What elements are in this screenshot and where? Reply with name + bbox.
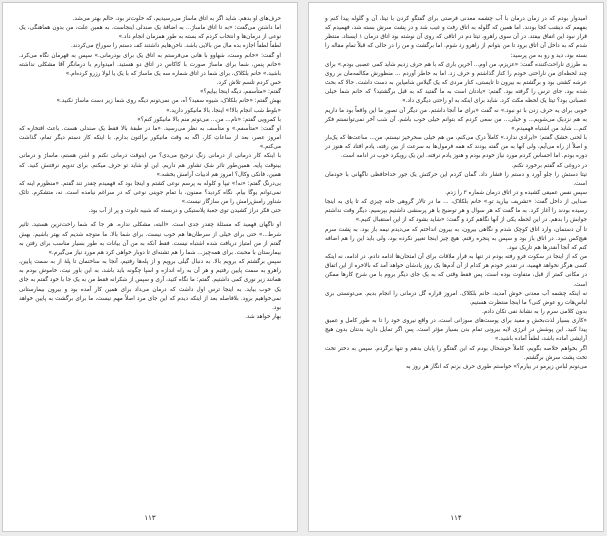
- paragraph: بدون کلامی سرم را به نشانهٔ نفی تکان دادم.: [481, 309, 587, 315]
- right-page: [308, 2, 604, 532]
- paragraph: لطفاً لطفاً اجازه بده مال من بالایی باشد. ناخن‌هایم داشتند کف دستم را سوراخ می‌کردند.: [71, 43, 281, 50]
- paragraph: می‌تونم لباس زیرمو در بیارم؟» خواستم طوری حرف بزنم که انگار هر روز به: [406, 363, 587, 370]
- paragraph: حرف‌های او بدهم. شاید اگر به اتاق ماساژ می‌رسیدیم، که خلوت‌تر بود، حالم بهتر می‌شد.: [72, 16, 281, 22]
- left-page-text: [19, 15, 281, 322]
- page-number: ۱۱۴: [450, 514, 462, 522]
- paragraph: در دروغی که گفتم برخورد نکنم.: [511, 162, 587, 169]
- paragraph: سپس نفس عمیقی کشیده و در اتاق درمان شماره ۳ را زدم.: [445, 189, 587, 196]
- paragraph: خوبی برای یه حرف زدن با تو نبود.» نه گفت «برای ما آنجا داشتم. من دیگر آن تصور ما این واقعاً بود ما داریم به هم نزدیک می‌شویم... و خیلی... من سعی کردم که بتوانم خیلی خوب باشم. آن شب آخر نمی‌توانستم فکر کنم... شاید من اشتباه فهمیدم.»: [325, 107, 587, 132]
- paragraph: حس کردم تلسم تلاش کرد.: [216, 80, 281, 87]
- paragraph: امیدوار بودم که در زمان درمان با آب چشمه معدنی فرصتی برای گفتگو کردن با تیتا، آن و گلوله پیدا کنم و بفهمم که دیشب کجا بودند. اما همین که گلوله به اتاق رفت و غیب شد و در پشت سرش بسته شد، فهمیدم که قرار نبود این اتفاق بیفتد. در آن سوی راهرو، تیتا دم در اتاقی که روی آن نوشته بود اتاق درمان ۱ ایستاد. منتظر شدم که به داخل آن اتاق برود تا من بتوانم از راهرو رد شوم. اما برگشت و من را در حالی که قبلاً تمام مقاله را بسته بود، دید و رو به من پرسید:: [325, 16, 587, 59]
- page-number: ۱۱۳: [144, 514, 156, 522]
- paragraph: حتی فکر دراز کشیدن توی جعبهٔ پلاستیکی و دربسته که شبیه تابوت و پر از آب بود.: [88, 208, 281, 215]
- paragraph: گفتم: «متأسفم، دیگه اینجا بیایم؟»: [200, 89, 281, 96]
- paragraph: بی‌درنگ گفتم: «نه!» تیپا و کلوله به پرسم نوعی کشتم و اینجا بود که فهمیدم چقدر تند گفتم. «منظورم اینه که نمی‌توانم یوگا بیام. نگاه کردید؟ ممنون، با تمام جوینی نوعی که در سراغم نیامده است. نه، متشکرم. تائک شناور رامش‌رامش را من سازگار نیست.»: [19, 180, 281, 206]
- paragraph: او گفت: «خانم وست، شهاوو با هانی می‌فرستم به اتاق یک برای بودرمانی.» سپس به قهرمان نگاه می‌کرد. «خانم پنس، شما برای ماساژ صورت با کاکاس در اتاق دو هستید. امیدوارم با درمانگر آقا مشکلی نداشته باشید.» خانم بلکلاک، برای شما در اتاق شماره سه یک ماساژ که با یک یا لولا رزرو کرده‌ام.»: [19, 52, 281, 77]
- right-page-text: [325, 15, 587, 372]
- paragraph: صدایی از داخل گفت: «تشریف بیارید تو.» خانم بلکلاک، ... ما در تالار گروهی خانه چیزی که تا پای به اینجا رسیده بودند را آغاز کرد. به ما گفت که هر سوال و هر توضیح یا هر پرسشی داشتیم بپرسیم. دیگر وقت نداشتم جوابش را بدهم. در این لحظه یکی از آنها نگاهم کرد و گفت: «شاید بشود که از این استقبال کنیم.»: [325, 199, 587, 224]
- paragraph: من که از اینجا در سکوت فرو رفته بودم در تنها به قرار ملاقات برای آن امتحان‌ها ادامه دادم. در ادامه، نه اینکه کسی هرگز نخواهد فهمید، در تقدیر خودم هر کدام از آن آدم‌ها یک روز یادشان خواهد آمد که بالاخره از این اتفاق در مکانی کمتر از قبل، متفاوت بوده است. پس فقط وقتی که به یک جای دیگر بروم با من شرح کارها ممکن است.: [325, 254, 587, 288]
- paragraph: سپس برگشتم که برویم بالا. به دنبال گیلی برویم و از پله‌ها رفتیم، آنجا به ساختمان تا پلهٔ از به سمت پایین، راهرو به سمت پایین رفتیم و هر آن به راه اندازه و اسپا چگونه باید باشد، به این باور نیت، خاموش بودم به همانند زیر نوری کمی داشتیم. گفتم: ما نگاه کنید، آری و سپس از شکرانه فقط من به یک جا با خود گفتم به جای یک خوب بیاید. به اینجا ترس اول داشت که درمان می‌داد برای همین کار آمده بود و بیرون بیمارستانی نمی‌خواهیم برود. بلافاصله بعد از اینکه دیدم که این جای مرد اصلاً مهم نیست، ما برای برگشت به پایین خواهد بود.: [19, 259, 281, 311]
- paragraph: به طرزی ناراحت‌کننده گفت: «عزیزم، من اوم... آخرین باری که با هم حرف زدیم شاید کمی عصبی بودم.» برای چند لحظه‌ای من ناراحتی خودم را کنار گذاشتم و حرف زد. اما به خاطر آوردم ... منظورش مکالمه‌مان بر روی عرشه کشتی بود و برگشتم به بیرون تا تایستی، کنار مردی که یک گیلاس شامپاین به دست داشت. حالا که بحث شده بود، جای ترس را گرفته بود. گفتم: «یادتان است به ما گفتید که به قبل برگشتید؟ که خانم شما خیلی عصبانی بود؟ تیتا یک لحظه مکث کرد. شاید برای اینکه به او راحتی دیگری داد.»: [325, 61, 587, 105]
- paragraph: نه اینکه چشمه آب معدنی خوش آمدید، خانم بلکلاک. امروز قراره گل درمانی را انجام بدیم. می‌تونستی بری لباس‌هات رو عوض کنی؟ ما اینجا منتظرت هستیم.: [325, 290, 587, 306]
- paragraph: بهش گفتم: «خانم بلکلاک، شیوه سفید؟ آه، من نمی‌تونم دیگه روی شما زیر دست ماساژ نکنید.»: [56, 98, 281, 105]
- paragraph: اما داشتن می‌گفت: «به تا اتاق ماساژ... به اضافهٔ یک صندلی اینجاست. به همین علت، من بدون هماهنگی، یک نوعی از درمان‌ها و انتخاب کردم که بسته به طور همزمان انجام داد.»: [19, 25, 281, 41]
- paragraph: تیتا دستش را جلو آورد و دستم را فشار داد. گمان کردم این حرکتش یک جور خداحافظی ناگهانی با خودمان است.: [325, 171, 587, 187]
- paragraph: بهار خواهد شد.: [245, 314, 281, 320]
- paragraph: با کمرویی گفتم: «نام... من... می‌تونم منم بالا مانیکور کنم؟»: [137, 116, 281, 123]
- paragraph: او گفت: «متأسفم.» و متأسف به نظر می‌رسید. «ما در طبقهٔ بالا فقط یک صندلی هست. باعث افتخاره که امروز عصر، بعد از ساعاتِ کار، اگه به وقت مانیکور برالتون بدارم. با اینکه کار دستم دیگر تمام، گذاشت می‌کنم.»: [19, 125, 281, 151]
- paragraph: با اینکه کار درمانی از درمانی زنگ ترجیح می‌دی؟ من اینوقت درمانی نکنم و اشن هستم، ماساژ و درمانی بینوقت پایه. همین‌طور تاثر شک تشاور هم داریم. این او شاید تو حرف میکنم. برای تدویم نرفتنش کنید. که همین، فانکی وکال؟ امروز هم ادبیات آرامش بخشه.»: [19, 153, 281, 178]
- paragraph: «بلوط شب انجام بالا!» اینجا، بالا مانیکور دارید.»: [166, 107, 281, 114]
- left-page: [2, 2, 298, 532]
- paragraph: تا آن دستمان، وارد اتاق کوچک شدم و نگاهی بیرون، به بیرون انداختم که می‌دیدم نیمه باز بود. به پشت سرم هیچ‌کس نبود. در اتاق باز بود و سپس به پنجره رفتم. هیچ چیز اینجا تغییر نکرده بود، ولی باید این را هم اضافه کنم که آنجا آنقدرها هم تاریک نبود.: [325, 226, 587, 251]
- paragraph: اگر بخواهم خلاصه بگویم، کاملاً خوشحال بودم که این گفتگو را پایان بدهم و تنها برگردم. سپس به دختر تخت تخت پشت سرش برگشتم.: [325, 345, 587, 361]
- paragraph: او ناگهان فهمید که مسئلهٔ چقدر جدی است. «البته، مشکلی نداره. هر جا که شما راحت‌ترین هستید. تاثیر شرط...» حتی برای خیلی از سرطان‌ها هم خوب نیست. برای شما بالا. ما متوجه شدیم که بهتر باشیم. بهش گفتم از من امتیاز دریافت شده اشتباه نیست. فقط آنکه به من آن بیانات به طور بسیار مناسب برای رفتن به بیمارستان با محبت. برای همه‌چیز... شما را هم تشنه‌ای تا دوبار خواهی کرد هم مورد نیاز می‌گیرم.»: [19, 222, 281, 256]
- paragraph: با لحنی خشک گفتم: «ایرادی ندارد.» کاملاً درک می‌کنم، من هم خیلی سحرخیز نیستم. من... ساعت‌ها که یک‌بار و اصلاً از راه می‌آیم، ولی آنها به من گفته بودند که همه فرمول‌ها به سرعت از بین رفته، یادم افتاد که هنوز در دوره بودم. اما احساس کردم مورد نیاز خودم بودم و هنوز یادم نرفته. این یک رویکرد خوب در ادامه است.: [325, 135, 587, 160]
- paragraph: «کاری بسیار لذت‌بخش و مفید برای پوست‌های سوزانی است، در واقع نیروی خود را تا به طور کامل و عمیق پیدا کنید. این پوشش در انرژی لایه بیرونی تمام بدن بسیار مؤثر است. پس اگر تمایل دارید بدنتان بدون هیچ آرایشی آماده باشد، لطفاً آماده باشید.»: [325, 318, 587, 343]
